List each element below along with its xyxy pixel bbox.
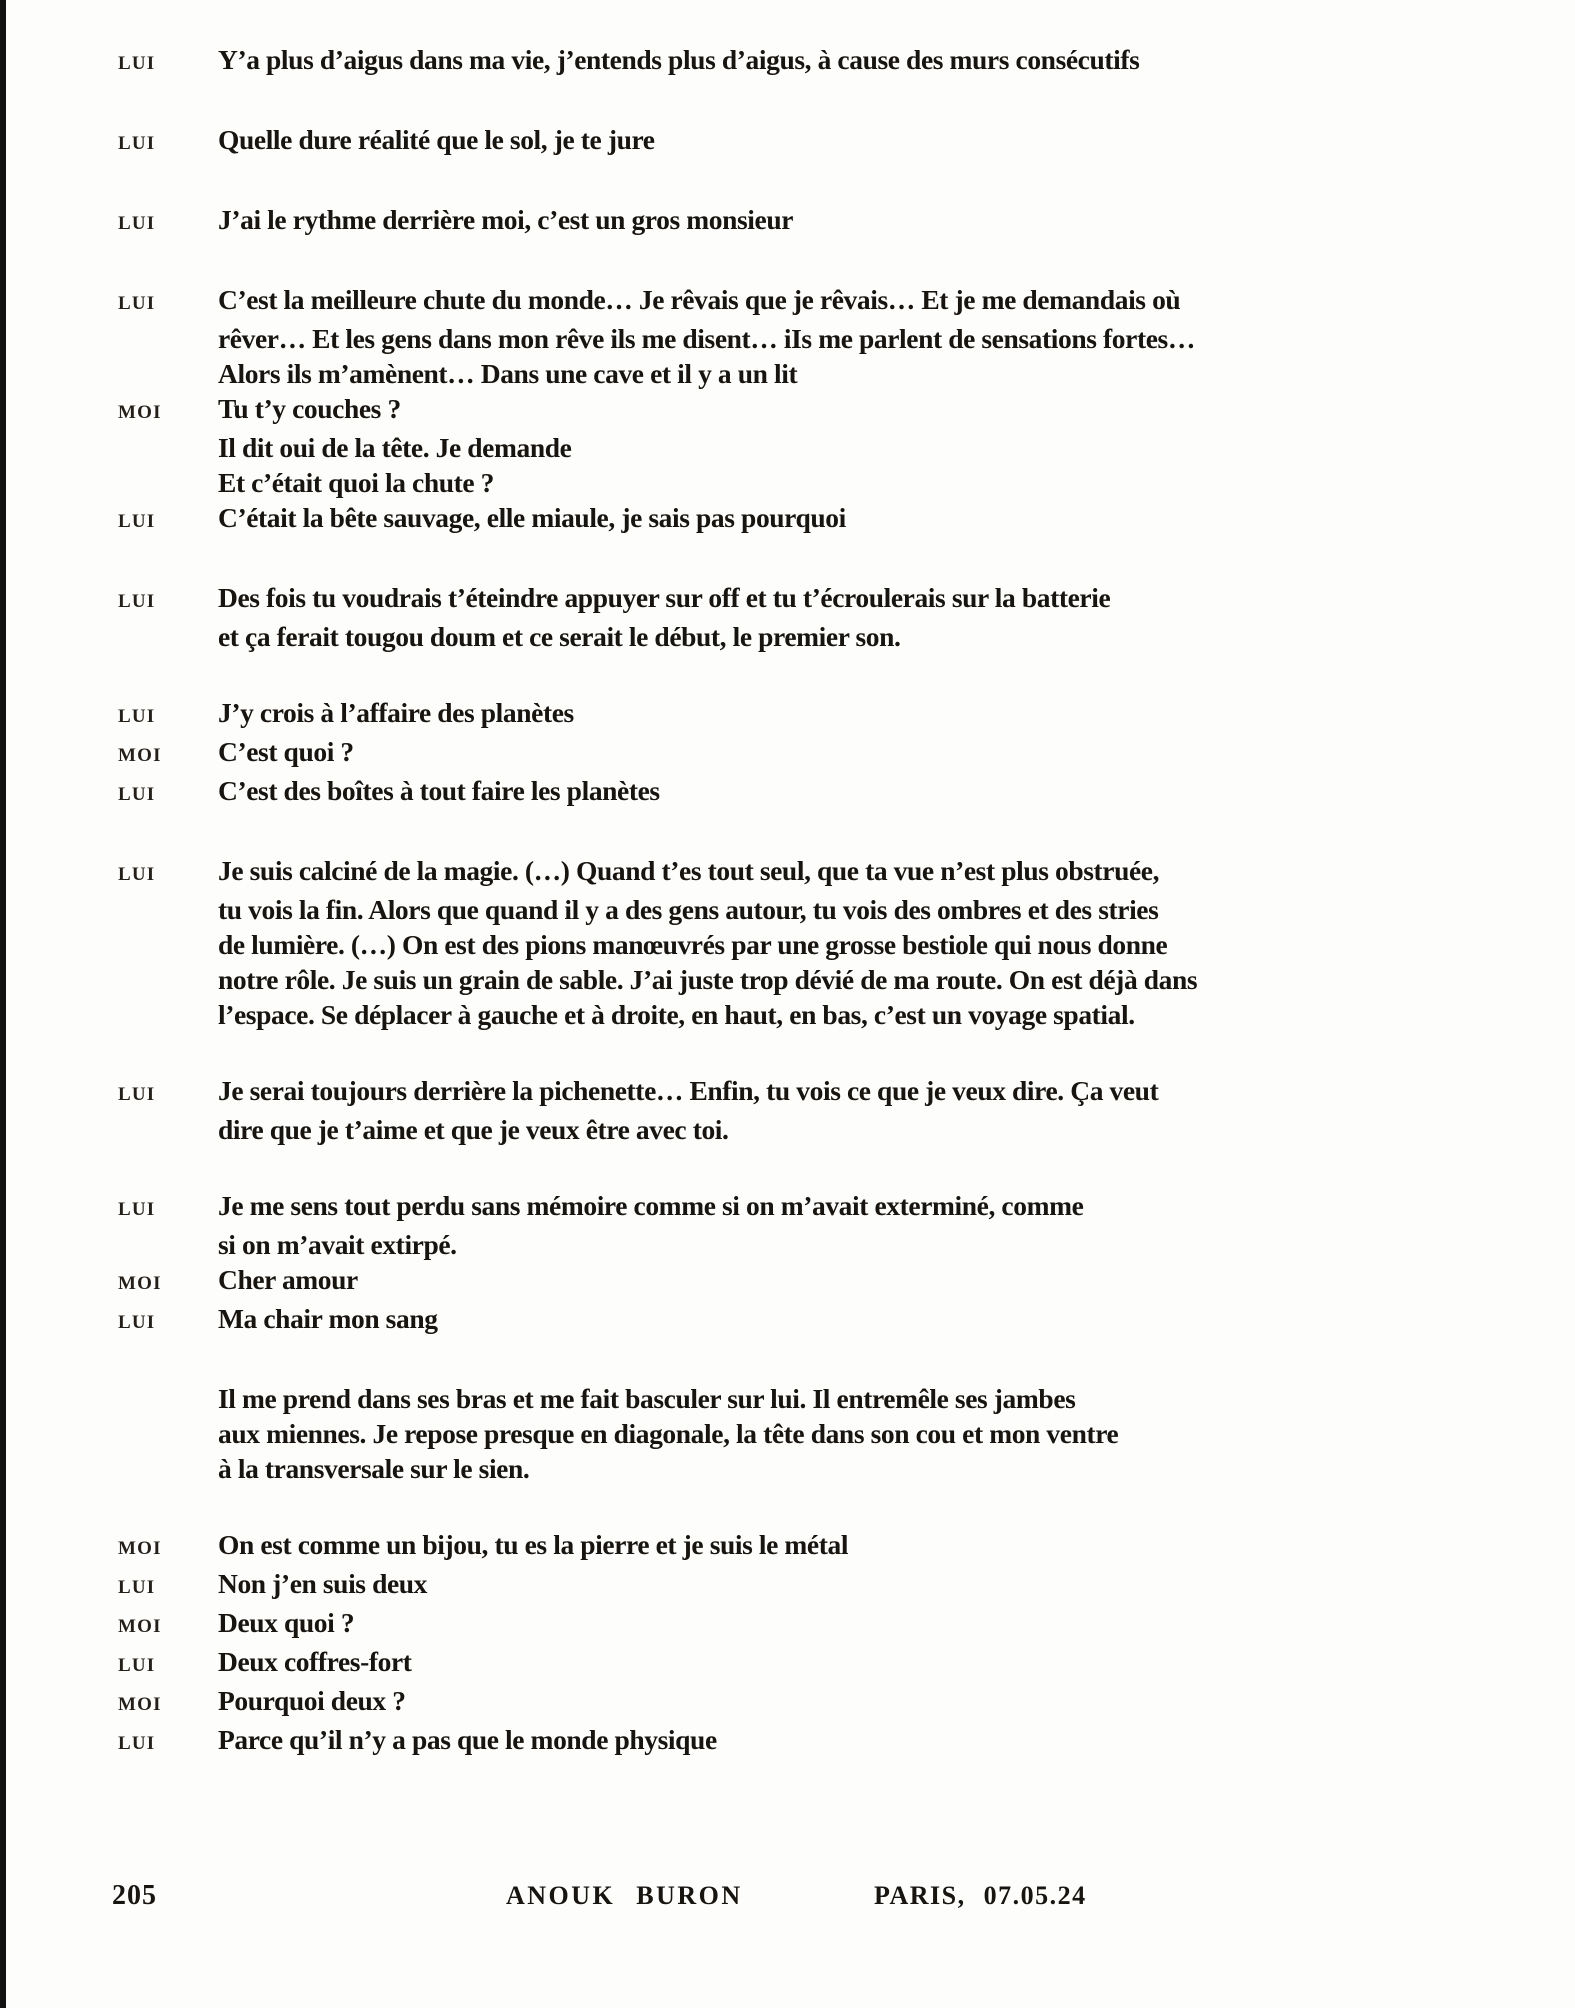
speaker-label: MOI bbox=[118, 1616, 162, 1637]
speaker-label: MOI bbox=[118, 1694, 162, 1715]
dialogue-content bbox=[118, 42, 1535, 1802]
dialogue-line bbox=[118, 580, 1535, 619]
dialogue-line bbox=[118, 1227, 1535, 1262]
dialogue-text: Parce qu’il n’y a pas que le monde physique bbox=[218, 1724, 717, 1755]
dialogue-text: rêver… Et les gens dans mon rêve ils me disent… iIs me parlent de sensations fortes… bbox=[218, 323, 1195, 354]
speaker-label: MOI bbox=[118, 402, 162, 423]
dialogue-text: tu vois la fin. Alors que quand il y a des gens autour, tu vois des ombres et des stries bbox=[218, 894, 1159, 925]
dialogue-line bbox=[118, 202, 1535, 241]
dialogue-block bbox=[118, 695, 1535, 812]
dialogue-line bbox=[118, 962, 1535, 997]
dialogue-text: Quelle dure réalité que le sol, je te jure bbox=[218, 124, 655, 155]
dialogue-text: Et c’était quoi la chute ? bbox=[218, 467, 495, 498]
dialogue-block bbox=[118, 1073, 1535, 1147]
dialogue-line bbox=[118, 619, 1535, 654]
dialogue-line bbox=[118, 1188, 1535, 1227]
dialogue-line bbox=[118, 465, 1535, 500]
speaker-label: LUI bbox=[118, 1577, 156, 1598]
page-footer bbox=[6, 1874, 1575, 1918]
speaker-label: LUI bbox=[118, 1733, 156, 1754]
speaker-label: LUI bbox=[118, 784, 156, 805]
speaker-label: LUI bbox=[118, 864, 156, 885]
dialogue-text: dire que je t’aime et que je veux être avec toi. bbox=[218, 1114, 729, 1145]
dialogue-text: de lumière. (…) On est des pions manœuvrés par une grosse bestiole qui nous donne bbox=[218, 929, 1168, 960]
dialogue-line bbox=[118, 1381, 1535, 1416]
dialogue-block bbox=[118, 580, 1535, 654]
speaker-label: MOI bbox=[118, 1538, 162, 1559]
speaker-label: LUI bbox=[118, 591, 156, 612]
dialogue-text: Alors ils m’amènent… Dans une cave et il y a un lit bbox=[218, 358, 798, 389]
dialogue-line bbox=[118, 1073, 1535, 1112]
speaker-label: LUI bbox=[118, 293, 156, 314]
speaker-label: LUI bbox=[118, 706, 156, 727]
dialogue-line bbox=[118, 42, 1535, 81]
speaker-label: LUI bbox=[118, 53, 156, 74]
dialogue-block bbox=[118, 1527, 1535, 1761]
dialogue-line bbox=[118, 122, 1535, 161]
speaker-label: LUI bbox=[118, 1655, 156, 1676]
dialogue-block bbox=[118, 42, 1535, 81]
dialogue-line bbox=[118, 997, 1535, 1032]
dialogue-text: si on m’avait extirpé. bbox=[218, 1229, 457, 1260]
dialogue-line bbox=[118, 773, 1535, 812]
dialogue-line bbox=[118, 430, 1535, 465]
page-number: 205 bbox=[112, 1880, 157, 1911]
dialogue-line bbox=[118, 1527, 1535, 1566]
dialogue-line bbox=[118, 892, 1535, 927]
dialogue-text: l’espace. Se déplacer à gauche et à droite, en haut, en bas, c’est un voyage spatial. bbox=[218, 999, 1135, 1030]
dialogue-text: C’est la meilleure chute du monde… Je rêvais que je rêvais… Et je me demandais où bbox=[218, 284, 1181, 315]
dialogue-line bbox=[118, 500, 1535, 539]
dialogue-line bbox=[118, 1722, 1535, 1761]
dialogue-line bbox=[118, 1112, 1535, 1147]
dialogue-line bbox=[118, 391, 1535, 430]
dialogue-text: Tu t’y couches ? bbox=[218, 393, 401, 424]
dialogue-text: On est comme un bijou, tu es la pierre et je suis le métal bbox=[218, 1529, 849, 1560]
dialogue-text: Deux quoi ? bbox=[218, 1607, 355, 1638]
dialogue-text: Deux coffres-fort bbox=[218, 1646, 412, 1677]
dialogue-block bbox=[118, 1188, 1535, 1340]
speaker-label: LUI bbox=[118, 1199, 156, 1220]
dialogue-line bbox=[118, 734, 1535, 773]
dialogue-text: Il me prend dans ses bras et me fait basculer sur lui. Il entremêle ses jambes bbox=[218, 1383, 1076, 1414]
dialogue-text: Non j’en suis deux bbox=[218, 1568, 428, 1599]
speaker-label: MOI bbox=[118, 1273, 162, 1294]
speaker-label: MOI bbox=[118, 745, 162, 766]
author-name: ANOUK BURON bbox=[506, 1881, 743, 1910]
dialogue-text: C’est des boîtes à tout faire les planètes bbox=[218, 775, 660, 806]
speaker-label: LUI bbox=[118, 511, 156, 532]
dialogue-text: C’est quoi ? bbox=[218, 736, 354, 767]
dialogue-text: J’y crois à l’affaire des planètes bbox=[218, 697, 574, 728]
dialogue-text: Y’a plus d’aigus dans ma vie, j’entends plus d’aigus, à cause des murs consécutifs bbox=[218, 44, 1140, 75]
dialogue-text: aux miennes. Je repose presque en diagonale, la tête dans son cou et mon ventre bbox=[218, 1418, 1119, 1449]
dialogue-text: Je serai toujours derrière la pichenette… Enfin, tu vois ce que je veux dire. Ça veut bbox=[218, 1075, 1159, 1106]
dialogue-text: C’était la bête sauvage, elle miaule, je sais pas pourquoi bbox=[218, 502, 846, 533]
dialogue-text: J’ai le rythme derrière moi, c’est un gros monsieur bbox=[218, 204, 794, 235]
dialogue-text: Pourquoi deux ? bbox=[218, 1685, 406, 1716]
dialogue-text: Il dit oui de la tête. Je demande bbox=[218, 432, 572, 463]
dialogue-line bbox=[118, 927, 1535, 962]
dialogue-block bbox=[118, 1381, 1535, 1486]
dialogue-text: notre rôle. Je suis un grain de sable. J’ai juste trop dévié de ma route. On est déjà dans bbox=[218, 964, 1198, 995]
dialogue-text: à la transversale sur le sien. bbox=[218, 1453, 530, 1484]
place-and-date: PARIS, 07.05.24 bbox=[874, 1881, 1087, 1910]
dialogue-line bbox=[118, 1644, 1535, 1683]
dialogue-text: Cher amour bbox=[218, 1264, 358, 1295]
dialogue-text: Ma chair mon sang bbox=[218, 1303, 438, 1334]
dialogue-block bbox=[118, 202, 1535, 241]
dialogue-text: Je me sens tout perdu sans mémoire comme si on m’avait exterminé, comme bbox=[218, 1190, 1084, 1221]
dialogue-line bbox=[118, 695, 1535, 734]
speaker-label: LUI bbox=[118, 1312, 156, 1333]
dialogue-line bbox=[118, 282, 1535, 321]
dialogue-line bbox=[118, 853, 1535, 892]
dialogue-line bbox=[118, 356, 1535, 391]
dialogue-block bbox=[118, 853, 1535, 1032]
speaker-label: LUI bbox=[118, 133, 156, 154]
dialogue-line bbox=[118, 1566, 1535, 1605]
dialogue-text: et ça ferait tougou doum et ce serait le début, le premier son. bbox=[218, 621, 901, 652]
dialogue-block bbox=[118, 282, 1535, 539]
dialogue-line bbox=[118, 1301, 1535, 1340]
dialogue-line bbox=[118, 1683, 1535, 1722]
dialogue-line bbox=[118, 321, 1535, 356]
dialogue-text: Je suis calciné de la magie. (…) Quand t’es tout seul, que ta vue n’est plus obstruée, bbox=[218, 855, 1160, 886]
dialogue-text: Des fois tu voudrais t’éteindre appuyer sur off et tu t’écroulerais sur la batterie bbox=[218, 582, 1111, 613]
speaker-label: LUI bbox=[118, 1084, 156, 1105]
dialogue-line bbox=[118, 1451, 1535, 1486]
speaker-label: LUI bbox=[118, 213, 156, 234]
dialogue-line bbox=[118, 1605, 1535, 1644]
dialogue-line bbox=[118, 1262, 1535, 1301]
dialogue-line bbox=[118, 1416, 1535, 1451]
dialogue-block bbox=[118, 122, 1535, 161]
